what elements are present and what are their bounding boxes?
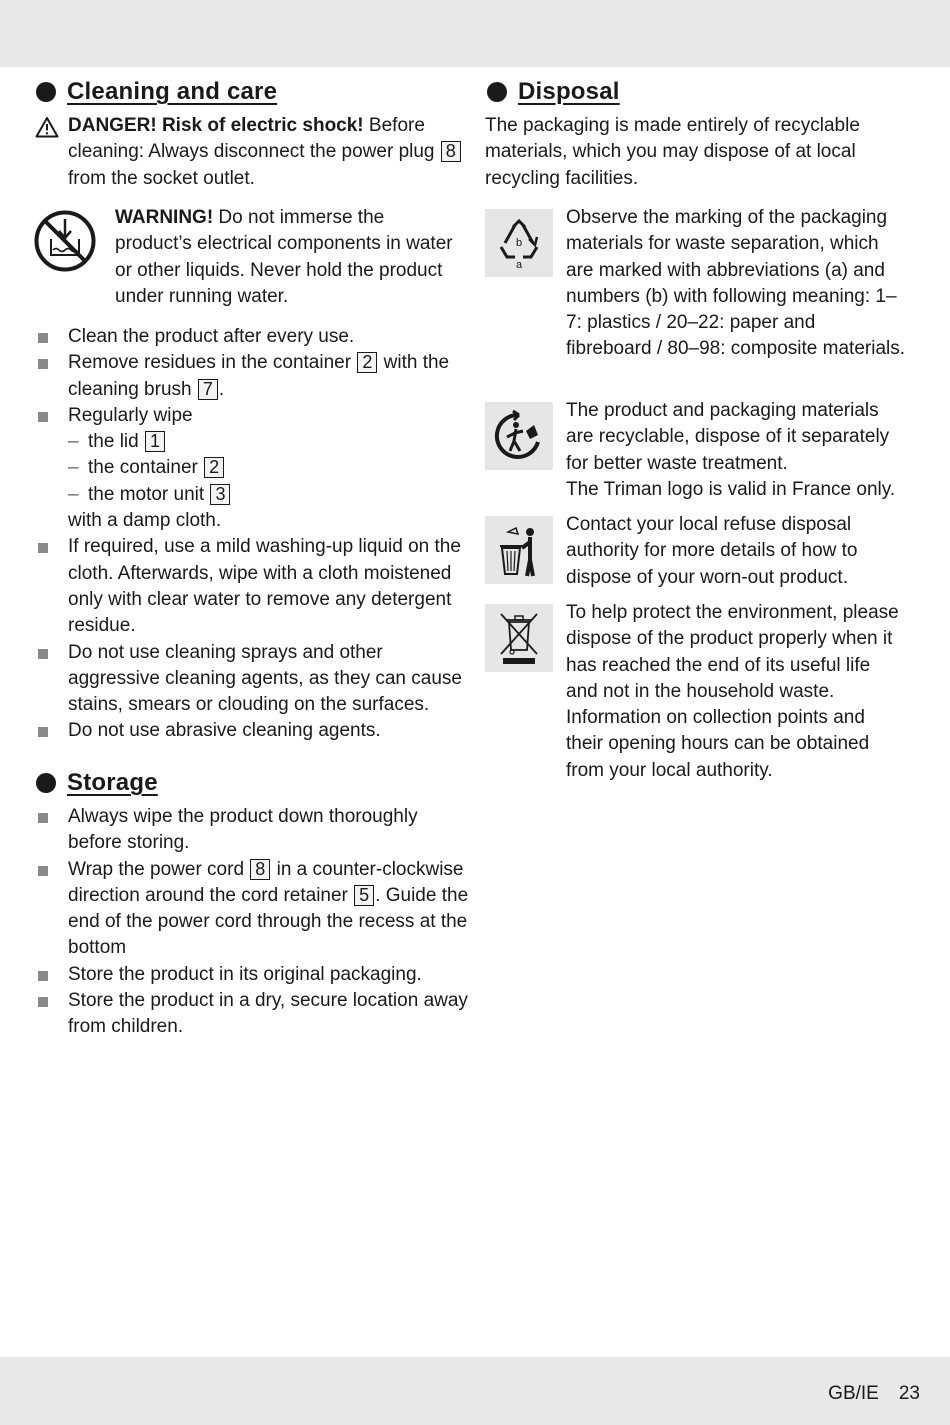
cleaning-list [38, 324, 470, 745]
part-number: 3 [210, 484, 230, 505]
warning-note [115, 205, 460, 310]
svg-text:b: b [515, 237, 523, 249]
danger-text-1: Before cleaning: Always disconnect the power plug [68, 115, 440, 163]
storage-list [38, 804, 470, 1041]
sub-list-item: – the lid 1 [38, 429, 470, 455]
list-item: If required, use a mild washing-up liquid on the cloth. Afterwards, wipe with a cloth moistened only with clear water to remove any detergent residue. [38, 534, 470, 639]
disposal-title: Disposal [518, 78, 620, 105]
list-item: Store the product in its original packaging. [38, 962, 470, 988]
crossed-bin-icon-box [485, 604, 553, 672]
list-item: Remove residues in the container 2 with the cleaning brush 7 . [38, 350, 470, 403]
list-item: Clean the product after every use. [38, 324, 470, 350]
list-item: Store the product in a dry, secure location away from children. [38, 988, 470, 1041]
trash-icon-box [485, 516, 553, 584]
disposal-item-marking: Observe the marking of the packaging materials for waste separation, which are marked with abbreviations (a) and numbers (b) with following meaning: 1–7: plastics / 20–22: paper and fibreboard / 80–98: composite materials. [566, 207, 906, 360]
storage-title: Storage [67, 769, 158, 796]
list-item-continuation: with a damp cloth. [68, 510, 222, 532]
list-item: Do not use cleaning sprays and other aggressive cleaning agents, as they can cause stains, smears or clouding on the surfaces. [38, 640, 470, 719]
danger-text-2: from the socket outlet. [68, 167, 255, 189]
disposal-item-authority: Contact your local refuse disposal authority for more details of how to dispose of your worn-out product. [566, 514, 858, 588]
crossed-bin-icon [497, 610, 541, 666]
disposal-intro: The packaging is made entirely of recyclable materials, which you may dispose of at local recycling facilities. [485, 115, 860, 189]
triman-icon-box [485, 402, 553, 470]
part-number: 2 [357, 352, 377, 373]
list-item: Regularly wipe [38, 403, 470, 429]
region-label: GB/IE [828, 1383, 879, 1404]
danger-note [68, 113, 463, 192]
part-number: 5 [354, 885, 374, 906]
triman-icon [492, 409, 546, 463]
danger-label: DANGER! Risk of electric shock! [68, 115, 364, 136]
bottom-band [0, 1357, 950, 1425]
warning-label: WARNING! [115, 207, 214, 228]
warning-text: Do not immerse the product’s electrical components in water or other liquids. Never hold the product under running water. [115, 207, 453, 307]
recyclable-text: The product and packaging materials are recyclable, dispose of it separately for better waste treatment. [566, 400, 890, 474]
warning-triangle-icon [35, 116, 59, 138]
part-number: 8 [250, 859, 270, 880]
no-immersion-icon [33, 209, 97, 273]
cleaning-heading [36, 78, 277, 106]
disposal-item-recyclable [566, 398, 906, 503]
bullet-dot-icon [36, 773, 56, 793]
right-column [475, 0, 950, 1425]
recycle-icon-box [485, 209, 553, 277]
list-item: Do not use abrasive cleaning agents. [38, 718, 470, 744]
cleaning-title: Cleaning and care [67, 78, 278, 105]
part-number: 7 [198, 379, 218, 400]
part-number: 2 [204, 457, 224, 478]
list-item: Always wipe the product down thoroughly before storing. [38, 804, 470, 857]
part-number: 1 [145, 431, 165, 452]
list-item: Wrap the power cord 8 in a counter-clockwise direction around the cord retainer 5 . Guide the end of the power cord through the recess at the bottom [38, 857, 470, 962]
bullet-dot-icon [487, 82, 507, 102]
storage-heading [36, 769, 158, 797]
disposal-heading [487, 78, 620, 106]
part-number: 8 [441, 141, 461, 162]
triman-note: The Triman logo is valid in France only. [566, 478, 896, 500]
trash-bin-icon [494, 522, 544, 578]
bullet-dot-icon [36, 82, 56, 102]
sub-list-item: – the motor unit 3 [38, 482, 470, 508]
sub-list-item: – the container 2 [38, 455, 470, 481]
recycle-icon [493, 217, 545, 269]
svg-text:a: a [515, 259, 523, 269]
disposal-item-environment: To help protect the environment, please dispose of the product properly when it has reached the end of its useful life and not in the household waste. Information on collection points and their opening hours can be obtained from your local authority. [566, 602, 899, 781]
page-number: 23 [898, 1383, 920, 1404]
page-footer [828, 1383, 920, 1405]
